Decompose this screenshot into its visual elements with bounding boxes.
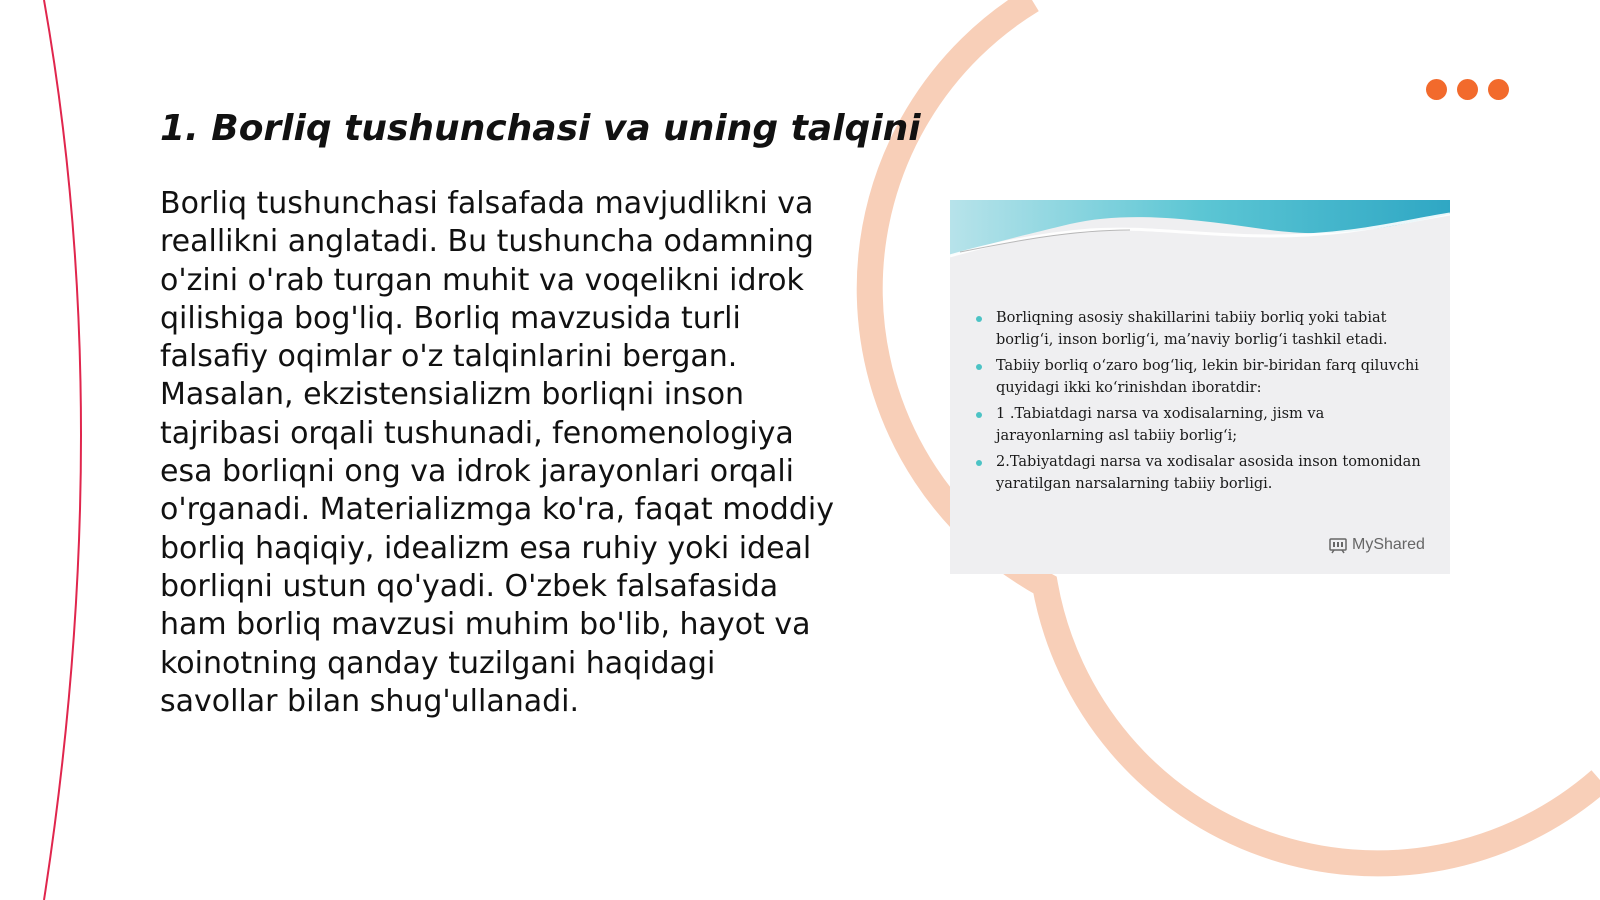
dot-icon [1488,79,1509,100]
list-item [974,452,1424,495]
embedded-slide-image [950,200,1450,574]
watermark-text: MyShared [1352,536,1425,553]
list-item-text: Tabiiy borliq o‘zaro bog‘liq, lekin bir-biridan farq qiluvchi quyidagi ikki ko‘rinishdan iboratdir: [996,358,1419,396]
bullet-icon [976,412,982,418]
slide-title: 1. Borliq tushunchasi va uning talqini [160,108,921,149]
decorative-left-line [44,0,81,900]
watermark [1328,536,1425,554]
list-item [974,404,1424,447]
embedded-bullet-list [974,308,1424,500]
dot-icon [1426,79,1447,100]
wave-banner [950,200,1450,270]
list-item [974,308,1424,351]
slide-body-text: Borliq tushunchasi falsafada mavjudlikni va reallikni anglatadi. Bu tushuncha odamning o'zini o'rab turgan muhit va voqelikni idrok qilishiga bog'liq. Borliq mavzusida turli falsafiy oqimlar o'z talqinlarini bergan. Masalan, ekzistensializm borliqni inson tajribasi orqali tushunadi, fenomenologiya esa borliqni ong va idrok jarayonlari orqali o'rganadi. Materializmga ko'ra, faqat moddiy borliq haqiqiy, idealizm esa ruhiy yoki ideal borliqni ustun qo'yadi. O'zbek falsafasida ham borliq mavzusi muhim bo'lib, hayot va koinotning qanday tuzilgani haqidagi savollar bilan shug'ullanadi. [160,186,834,719]
bullet-icon [976,316,982,322]
dot-icon [1457,79,1478,100]
bullet-icon [976,460,982,466]
list-item [974,356,1424,399]
list-item-text: Borliqning asosiy shakillarini tabiiy borliq yoki tabiat borlig‘i, inson borlig‘i, ma’naviy borlig‘i tashkil etadi. [996,310,1388,348]
bullet-icon [976,364,982,370]
list-item-text: 1 .Tabiatdagi narsa va xodisalarning, jism va jarayonlarning asl tabiiy borlig‘i; [996,406,1325,444]
three-dots-icon [1426,79,1509,100]
myshared-logo-icon [1328,536,1348,554]
list-item-text: 2.Tabiyatdagi narsa va xodisalar asosida inson tomonidan yaratilgan narsalarning tabiiy borligi. [996,454,1421,492]
